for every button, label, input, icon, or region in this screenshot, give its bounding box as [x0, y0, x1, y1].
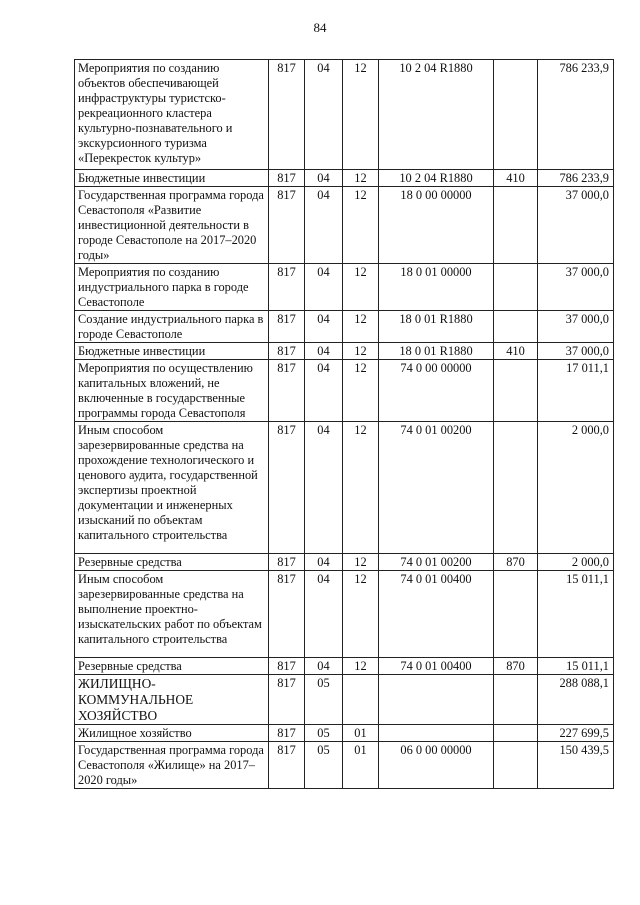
- table-row: [75, 725, 614, 742]
- row-amount-cell: 15 011,1: [538, 571, 614, 658]
- table-row: [75, 60, 614, 170]
- row-amount-cell: 37 000,0: [538, 264, 614, 311]
- row-amount-cell: 2 000,0: [538, 554, 614, 571]
- table-row: [75, 422, 614, 554]
- row-expense-type-cell: [494, 311, 538, 343]
- row-subsection-code-cell: 12: [343, 264, 379, 311]
- row-amount-cell: 37 000,0: [538, 343, 614, 360]
- row-section-code-cell: 04: [305, 187, 343, 264]
- row-ministry-code-cell: 817: [269, 675, 305, 725]
- table-row: [75, 343, 614, 360]
- row-expense-type-cell: 410: [494, 170, 538, 187]
- row-amount-cell: 15 011,1: [538, 658, 614, 675]
- row-section-code-cell: 04: [305, 264, 343, 311]
- row-expense-type-cell: [494, 264, 538, 311]
- row-ministry-code-cell: 817: [269, 187, 305, 264]
- row-section-code-cell: 05: [305, 725, 343, 742]
- page-number: 84: [313, 20, 327, 35]
- row-target-code-cell: [379, 675, 494, 725]
- row-ministry-code-cell: 817: [269, 571, 305, 658]
- row-target-code-cell: 10 2 04 R1880: [379, 60, 494, 170]
- row-subsection-code-cell: 12: [343, 571, 379, 658]
- row-section-code-cell: 04: [305, 360, 343, 422]
- row-name-cell: Государственная программа города Севастополя «Развитие инвестиционной деятельности в городе Севастополе на 2017–2020 годы»: [75, 187, 269, 264]
- row-target-code-cell: 74 0 01 00200: [379, 554, 494, 571]
- row-ministry-code-cell: 817: [269, 311, 305, 343]
- row-section-code-cell: 05: [305, 742, 343, 789]
- row-subsection-code-cell: 12: [343, 658, 379, 675]
- row-name-cell: Мероприятия по осуществлению капитальных вложений, не включенные в государственные программы города Севастополя: [75, 360, 269, 422]
- row-ministry-code-cell: 817: [269, 658, 305, 675]
- row-target-code-cell: 06 0 00 00000: [379, 742, 494, 789]
- table-row: [75, 554, 614, 571]
- row-ministry-code-cell: 817: [269, 742, 305, 789]
- row-name-cell: Резервные средства: [75, 658, 269, 675]
- row-amount-cell: 288 088,1: [538, 675, 614, 725]
- row-section-code-cell: 04: [305, 60, 343, 170]
- row-ministry-code-cell: 817: [269, 422, 305, 554]
- row-amount-cell: 2 000,0: [538, 422, 614, 554]
- row-expense-type-cell: [494, 422, 538, 554]
- row-subsection-code-cell: 12: [343, 311, 379, 343]
- row-target-code-cell: 18 0 01 R1880: [379, 311, 494, 343]
- row-subsection-code-cell: [343, 675, 379, 725]
- row-target-code-cell: 74 0 01 00200: [379, 422, 494, 554]
- row-section-code-cell: 04: [305, 571, 343, 658]
- row-ministry-code-cell: 817: [269, 554, 305, 571]
- row-section-code-cell: 04: [305, 658, 343, 675]
- row-amount-cell: 37 000,0: [538, 187, 614, 264]
- row-amount-cell: 37 000,0: [538, 311, 614, 343]
- row-target-code-cell: 18 0 01 00000: [379, 264, 494, 311]
- row-amount-cell: 150 439,5: [538, 742, 614, 789]
- row-expense-type-cell: [494, 675, 538, 725]
- row-name-cell: Иным способом зарезервированные средства на прохождение технологического и ценового аудита, государственной экспертизы проектной документации и инженерных изысканий по объектам капитального строительства: [75, 422, 269, 554]
- row-target-code-cell: 74 0 01 00400: [379, 571, 494, 658]
- row-section-code-cell: 05: [305, 675, 343, 725]
- row-target-code-cell: 10 2 04 R1880: [379, 170, 494, 187]
- row-expense-type-cell: 870: [494, 554, 538, 571]
- row-section-code-cell: 04: [305, 170, 343, 187]
- row-expense-type-cell: [494, 187, 538, 264]
- row-target-code-cell: 18 0 01 R1880: [379, 343, 494, 360]
- row-expense-type-cell: [494, 360, 538, 422]
- row-target-code-cell: 74 0 01 00400: [379, 658, 494, 675]
- table-row: [75, 311, 614, 343]
- table-row: [75, 742, 614, 789]
- row-amount-cell: 17 011,1: [538, 360, 614, 422]
- row-subsection-code-cell: 12: [343, 187, 379, 264]
- row-name-cell: Мероприятия по созданию объектов обеспечивающей инфраструктуры туристско-рекреационного кластера культурно-познавательного и экскурсионного туризма «Перекресток культур»: [75, 60, 269, 170]
- row-subsection-code-cell: 12: [343, 60, 379, 170]
- table-row: [75, 675, 614, 725]
- row-ministry-code-cell: 817: [269, 60, 305, 170]
- table-row: [75, 360, 614, 422]
- row-name-cell: ЖИЛИЩНО-КОММУНАЛЬНОЕ ХОЗЯЙСТВО: [75, 675, 269, 725]
- row-subsection-code-cell: 12: [343, 360, 379, 422]
- row-name-cell: Жилищное хозяйство: [75, 725, 269, 742]
- row-amount-cell: 227 699,5: [538, 725, 614, 742]
- row-subsection-code-cell: 01: [343, 742, 379, 789]
- row-amount-cell: 786 233,9: [538, 60, 614, 170]
- row-name-cell: Государственная программа города Севастополя «Жилище» на 2017–2020 годы»: [75, 742, 269, 789]
- row-name-cell: Создание индустриального парка в городе Севастополе: [75, 311, 269, 343]
- row-target-code-cell: 74 0 00 00000: [379, 360, 494, 422]
- row-expense-type-cell: [494, 742, 538, 789]
- row-expense-type-cell: 870: [494, 658, 538, 675]
- row-subsection-code-cell: 12: [343, 343, 379, 360]
- table-row: [75, 571, 614, 658]
- row-name-cell: Бюджетные инвестиции: [75, 343, 269, 360]
- row-amount-cell: 786 233,9: [538, 170, 614, 187]
- row-expense-type-cell: [494, 571, 538, 658]
- row-expense-type-cell: [494, 725, 538, 742]
- row-expense-type-cell: 410: [494, 343, 538, 360]
- row-section-code-cell: 04: [305, 422, 343, 554]
- row-subsection-code-cell: 12: [343, 422, 379, 554]
- row-section-code-cell: 04: [305, 554, 343, 571]
- row-section-code-cell: 04: [305, 311, 343, 343]
- row-subsection-code-cell: 12: [343, 170, 379, 187]
- table-row: [75, 170, 614, 187]
- row-ministry-code-cell: 817: [269, 360, 305, 422]
- row-ministry-code-cell: 817: [269, 264, 305, 311]
- row-ministry-code-cell: 817: [269, 725, 305, 742]
- table-row: [75, 658, 614, 675]
- row-name-cell: Резервные средства: [75, 554, 269, 571]
- row-section-code-cell: 04: [305, 343, 343, 360]
- row-name-cell: Бюджетные инвестиции: [75, 170, 269, 187]
- table-row: [75, 264, 614, 311]
- row-target-code-cell: [379, 725, 494, 742]
- budget-table: [74, 59, 614, 789]
- row-subsection-code-cell: 01: [343, 725, 379, 742]
- row-name-cell: Мероприятия по созданию индустриального парка в городе Севастополе: [75, 264, 269, 311]
- table-row: [75, 187, 614, 264]
- row-target-code-cell: 18 0 00 00000: [379, 187, 494, 264]
- row-name-cell: Иным способом зарезервированные средства на выполнение проектно-изыскательских работ по объектам капитального строительства: [75, 571, 269, 658]
- row-ministry-code-cell: 817: [269, 170, 305, 187]
- row-subsection-code-cell: 12: [343, 554, 379, 571]
- row-ministry-code-cell: 817: [269, 343, 305, 360]
- row-expense-type-cell: [494, 60, 538, 170]
